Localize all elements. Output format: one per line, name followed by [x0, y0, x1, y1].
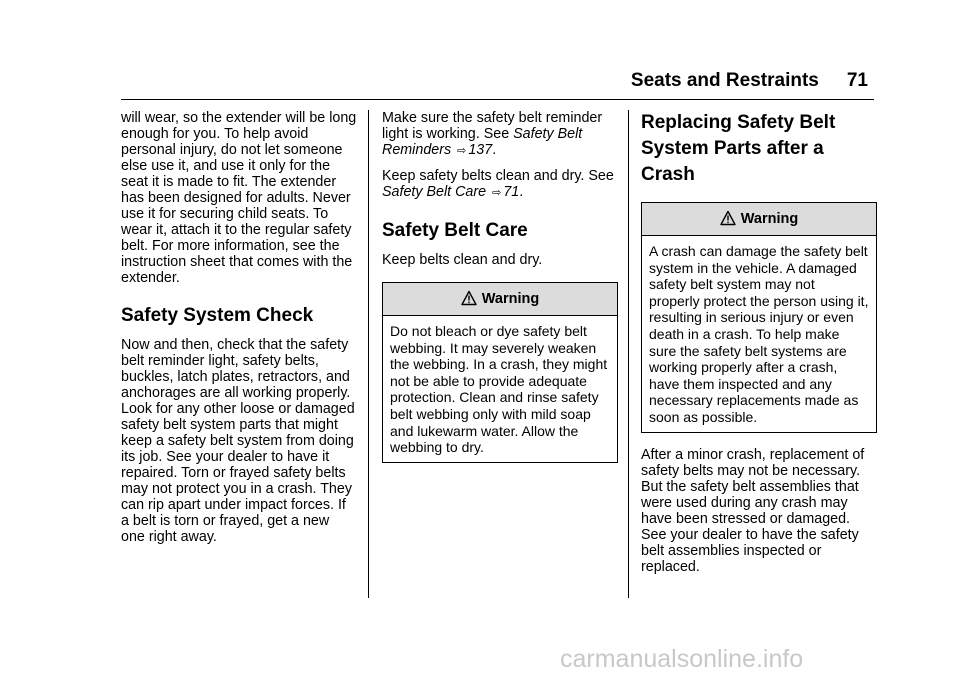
period: . — [492, 142, 497, 158]
page-ref-arrow-icon: ⇨ — [457, 145, 467, 157]
column-divider-2 — [628, 110, 629, 598]
page-ref-arrow-icon: ⇨ — [492, 187, 502, 199]
warning-box — [382, 282, 618, 463]
clean-dry-paragraph — [382, 168, 618, 201]
column-divider-1 — [368, 110, 369, 598]
header-rule — [121, 99, 874, 100]
column-2 — [382, 110, 618, 477]
warning-header — [383, 283, 617, 316]
page-ref-137[interactable]: 137 — [468, 142, 493, 158]
column-1 — [121, 110, 357, 554]
safety-system-check-heading: Safety System Check — [121, 305, 314, 326]
warning-body: A crash can damage the safety belt system in the vehicle. A damaged safety belt system may not properly protect the person using it, resulting in serious injury or even death in a crash. To help make sure the safety belt systems are working properly after a crash, have them inspected and any necessary replacements made as soon as possible. — [649, 243, 869, 425]
period: . — [519, 184, 524, 200]
belt-care-paragraph: Keep belts clean and dry. — [382, 252, 543, 268]
warning-body: Do not bleach or dye safety belt webbing. It may severely weaken the webbing. In a crash, they might not be able to provide adequate protection. Clean and rinse safety belt webbing only with mild soap and lukewarm water. Allow the webbing to dry. — [390, 323, 608, 456]
warning-triangle-icon — [720, 210, 736, 226]
safety-belt-care-link[interactable]: Safety Belt Care — [382, 184, 487, 200]
reminder-light-paragraph — [382, 110, 618, 159]
warning-header — [642, 203, 876, 236]
extender-paragraph: will wear, so the extender will be long enough for you. To help avoid personal injury, do not let someone else use it, and use it only for the seat it is made to fit. The extender has been designed for adults. Never use it for securing child seats. To wear it, attach it to the regular safety belt. For more information, see the instruction sheet that comes with the extender. — [121, 110, 357, 286]
page-ref-71[interactable]: 71 — [503, 184, 520, 200]
section-title: Seats and Restraints — [630, 70, 819, 91]
clean-dry-text: Keep safety belts clean and dry. See — [382, 168, 614, 184]
reminder-light-text: Make sure the safety belt reminder light is working. See — [382, 110, 603, 142]
warning-triangle-icon — [461, 290, 477, 306]
safety-system-check-paragraph: Now and then, check that the safety belt reminder light, safety belts, buckles, latch plates, retractors, and anchorages are all working properly. Look for any other loose or damaged safety belt system parts that might keep a safety belt system from doing its job. See your dealer to have it repaired. Torn or frayed safety belts may not protect you in a crash. They can rip apart under impact forces. If a belt is torn or frayed, get a new one right away. — [121, 337, 355, 545]
page-header — [631, 70, 868, 92]
column-3 — [641, 110, 877, 584]
safety-belt-care-heading: Safety Belt Care — [382, 220, 528, 241]
warning-box — [641, 202, 877, 433]
safety-belt-reminders-link[interactable]: Safety Belt Reminders — [382, 126, 583, 158]
page-number: 71 — [846, 70, 868, 91]
minor-crash-paragraph: After a minor crash, replacement of safety belts may not be necessary. But the safety belt assemblies that were used during any crash may have been stressed or damaged. See your dealer to have the safety belt assemblies inspected or replaced. — [641, 446, 865, 575]
warning-title: Warning — [481, 291, 540, 307]
warning-title: Warning — [740, 211, 799, 227]
watermark: carmanualsonline.info — [560, 645, 804, 673]
replacing-parts-heading: Replacing Safety Belt System Parts after a Crash — [641, 112, 836, 185]
